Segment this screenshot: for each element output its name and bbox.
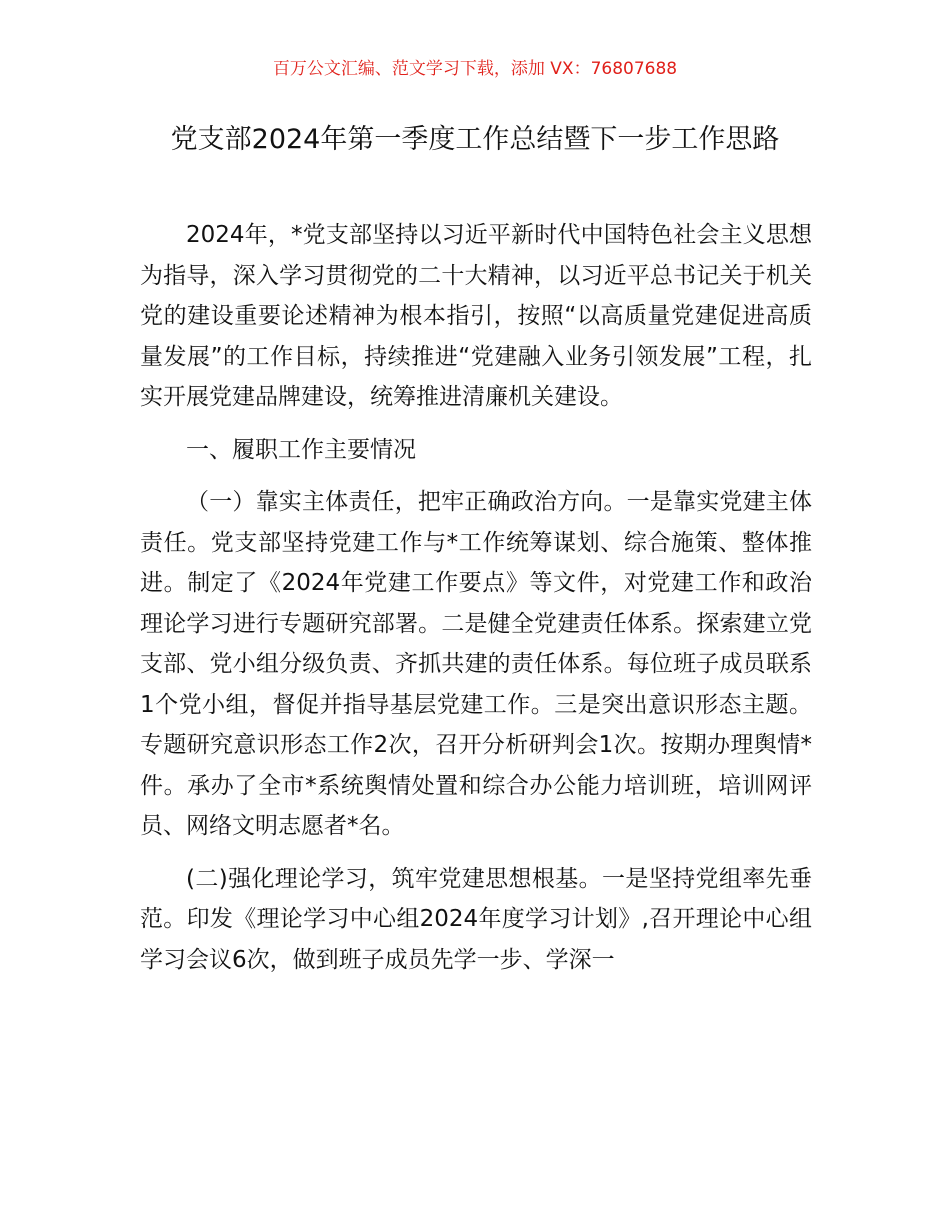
section-item-two: (二)强化理论学习，筑牢党建思想根基。一是坚持党组率先垂范。印发《理论学习中心组2024年度学习计划》,召开理论中心组学习会议6次，做到班子成员先学一步、学深一 xyxy=(140,865,812,973)
watermark-header-note: 百万公文汇编、范文学习下载，添加 VX：76807688 xyxy=(272,59,678,79)
document-body xyxy=(140,215,812,980)
intro-paragraph: 2024年，*党支部坚持以习近平新时代中国特色社会主义思想为指导，深入学习贯彻党的二十大精神，以习近平总书记关于机关党的建设重要论述精神为根本指引，按照“以高质量党建促进高质量发展”的工作目标，持续推进“党建融入业务引领发展”工程，扎实开展党建品牌建设，统筹推进清廉机关建设。 xyxy=(140,222,812,410)
section-item-one: （一）靠实主体责任，把牢正确政治方向。一是靠实党建主体责任。党支部坚持党建工作与*工作统筹谋划、综合施策、整体推进。制定了《2024年党建工作要点》等文件，对党建工作和政治理论学习进行专题研究部署。二是健全党建责任体系。探索建立党支部、党小组分级负责、齐抓共建的责任体系。每位班子成员联系1个党小组，督促并指导基层党建工作。三是突出意识形态主题。专题研究意识形态工作2次，召开分析研判会1次。按期办理舆情*件。承办了全市*系统舆情处置和综合办公能力培训班，培训网评员、网络文明志愿者*名。 xyxy=(140,489,812,839)
section-heading: 一、履职工作主要情况 xyxy=(186,436,416,463)
document-title: 党支部2024年第一季度工作总结暨下一步工作思路 xyxy=(170,124,780,155)
